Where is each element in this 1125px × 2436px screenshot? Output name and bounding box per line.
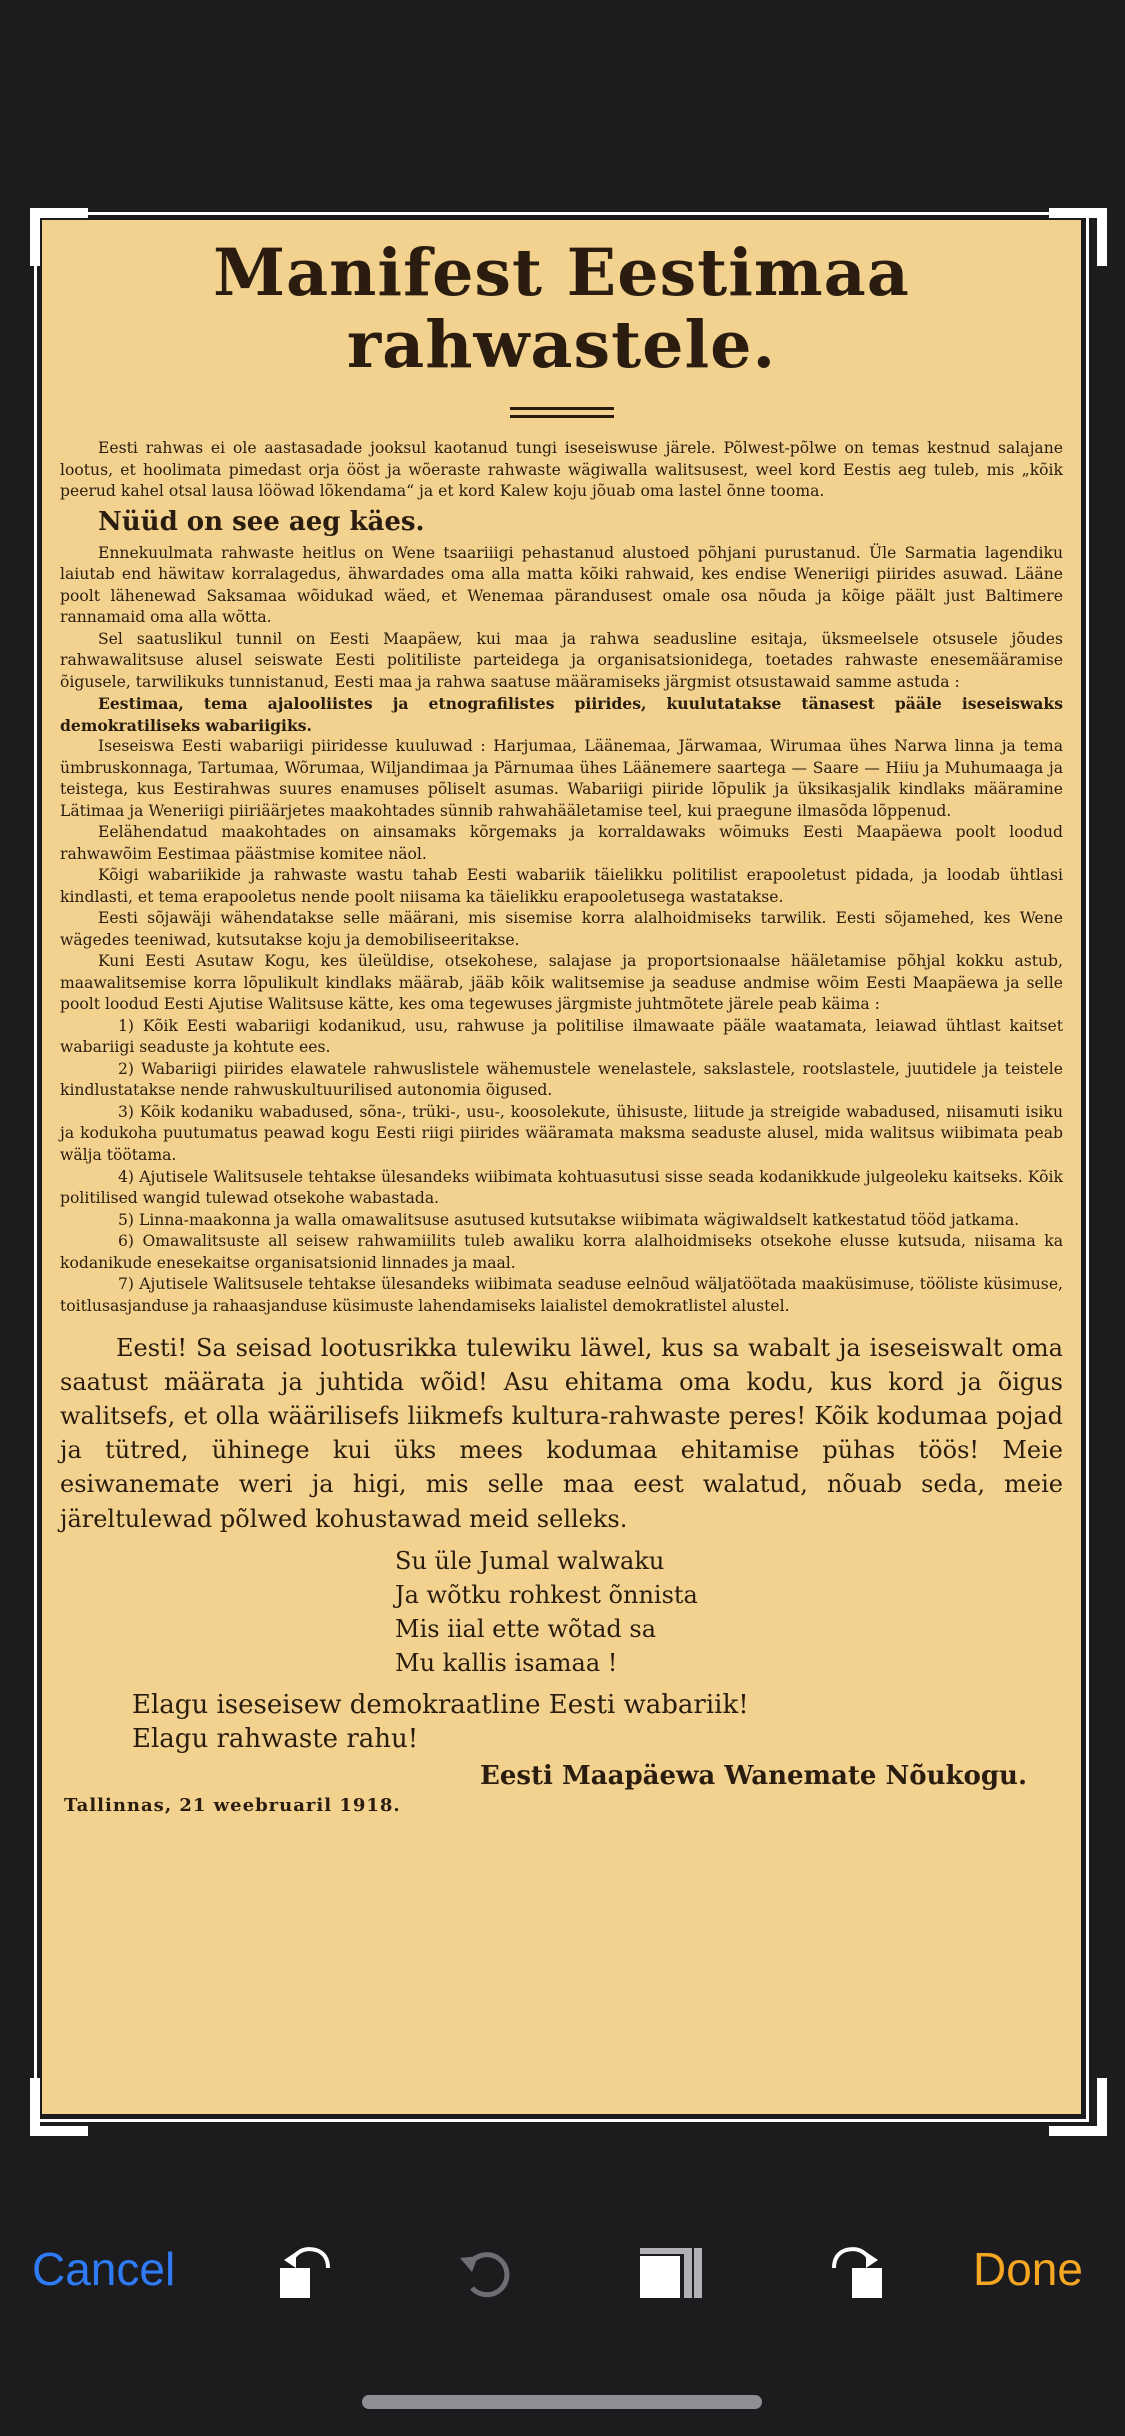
dateline: Tallinnas, 21 weebruaril 1918. — [64, 1794, 401, 1816]
paragraph-assembly: Kuni Eesti Asutaw Kogu, kes üleüldise, otsekohese, salajase ja proportsionaalse hääletamise põhjal kokku astub, maawalitsemise korra lõpulikult kindlaks määrab, jääb kõik walitsemise ja seaduse andmise wõim Eesti Maapäewa ja selle poolt loodud Eesti Ajutise Walitsuse kätte, kes oma tegewuses järgmiste juhtmõtete järele peab käima : — [60, 952, 1063, 1014]
rotate-left-icon[interactable] — [270, 2238, 340, 2308]
reset-icon[interactable] — [452, 2238, 522, 2308]
section-heading: Nüüd on see aeg käes. — [98, 506, 425, 537]
slogan-line: Elagu rahwaste rahu! — [132, 1724, 419, 1755]
document-title: Manifest Eestimaa rahwastele. — [213, 235, 910, 383]
crop-handle-bottom-right[interactable] — [1049, 2078, 1107, 2136]
list-item: 1) Kõik Eesti wabariigi kodanikud, usu, rahwuse ja politilise ilmawaate pääle waatamata, leiawad ühtlast kaitset wabariigi seaduste ja kohtute ees. — [60, 1016, 1063, 1057]
cancel-button[interactable]: Cancel — [32, 2243, 176, 2295]
slogan-line: Elagu iseseisew demokraatline Eesti wabariik! — [132, 1689, 749, 1720]
poem-line: Mis iial ette wõtad sa — [395, 1614, 657, 1643]
crop-handle-top-left[interactable] — [30, 208, 88, 266]
home-indicator — [362, 2395, 762, 2409]
list-item: 7) Ajutisele Walitsusele tehtakse ülesandeks wiibimata seaduse eelnõud wäljatöötada maaküsimuse, tööliste küsimuse, toitlusasjandusе ja rahaasjanduse küsimuste lahendamiseks laialistel demokratlistel alustel. — [60, 1275, 1063, 1315]
paragraph-borders: Iseseiswa Eesti wabariigi piiridesse kuuluwad : Harjumaa, Läänemaa, Järwamaa, Wirumaa ühes Narwa linna ja tema ümbruskonnaga, Tartumaa, Wõrumaa, Wiljandimaa ja Pärnumaa ühes Läänemere saartega — Saare — Hiiu ja Muhumaaga ja teistega, kus Eestirahwas suures enamuses põliselt asumas. Wabariigi piiride lõpulik ja üksikasjalik kindlaks määramine Lätimaa ja Weneriigi piiriäärjetes maakohtades sünnib rahwahääletamise teel, kui praegune ilmasõda lõppenud. — [60, 737, 1063, 820]
crop-frame[interactable] — [34, 212, 1089, 2122]
paragraph-3: Sel saatuslikul tunnil on Eesti Maapäew, kui maa ja rahwa seadusline esitaja, üksmeelsele otsusele jõudes rahwawalitsuse alusel seiswate Eesti politiliste parteidega ja organisatsionidega, toetades rahwaste enesemääramise õigusele, tarwilikuks tunnistanud, Eesti maa ja rahwa saatuse määramiseks järgmist otsustawaid samme astuda : — [60, 629, 1063, 691]
edit-toolbar — [0, 2200, 1125, 2340]
list-item: 5) Linna-maakonna ja walla omawalitsuse asutused kutsutakse wiibimata wägiwaldselt katkestatud tööd jatkama. — [118, 1210, 1020, 1229]
appeal-paragraph: Eesti! Sa seisad lootusrikka tulewiku läwel, kus sa wabalt ja iseseiswalt oma saatust määrata ja juhtida wõid! Asu ehitama oma kodu, kus kord ja õigus walitsefs, et olla wäärilisefs liikmefs kultura-rahwaste peres! Kõik kodumaa pojad ja tütred, ühinege kui üks mees kodumaa ehitamise pühas töös! Meie esiwanemate weri ja higi, mis selle maa eest walatud, nõuab seda, meie järeltulewad põlwed kohustawad meid selleks. — [60, 1334, 1063, 1533]
aspect-ratio-icon[interactable] — [636, 2238, 706, 2308]
crop-handle-bottom-left[interactable] — [30, 2078, 88, 2136]
list-item: 4) Ajutisele Walitsusele tehtakse ülesandeks wiibimata kohtuasutusi sisse seada kodanikkude julgeoleku kaitseks. Kõik politilised wangid tulewad otsekohe wabastada. — [60, 1167, 1063, 1208]
poem-line: Ja wõtku rohkest õnnista — [395, 1580, 698, 1609]
signature: Eesti Maapäewa Wanematе Nõukogu. — [480, 1760, 1027, 1791]
paragraph-6: Eelähendatud maakohtades on ainsamaks kõrgemaks ja korraldawaks wõimuks Eesti Maapäewa poolt loodud rahwawõim Eestimaa päästmise komitee näol. — [60, 823, 1063, 863]
crop-handle-top-right[interactable] — [1049, 208, 1107, 266]
paragraph-intro: Eesti rahwas ei ole aastasadade jooksul kaotanud tungi iseseiswuse järele. Põlwest-põlwe on temas kestnud salajane lootus, et hoolimata pimedast orja ööst ja wõeraste rahwaste wägiwalla walitsusest, weel kord Eestis aeg tuleb, mis „kõik peerud kahel otsal lausa lööwad lõkendama“ ja et kord Kalew koju jõuab oma lastel õnne tooma. — [60, 439, 1063, 501]
rotate-right-icon[interactable] — [822, 2238, 892, 2308]
list-item: 3) Kõik kodaniku wabadused, sõna-, trüki-, usu-, koosolekute, ühisuste, liitude ja streigide wabadused, niisamuti isiku ja kodukoha puutumatus peawad kogu Eesti riigi piirides wääramata maksma seaduste alusel, mida walitsus wiibimata peab wälja töötama. — [60, 1102, 1063, 1164]
paragraph-army: Eesti sõjawäji wähendatakse selle määrani, mis sisemise korra alalhoidmiseks tarwilik. Eesti sõjamehed, kes Wene wägedes teeniwad, kutsutakse koju ja demobiliseeritakse. — [60, 909, 1063, 949]
paragraph-declaration: Eestimaa, tema ajalooliistes ja etnografilistes piirides, kuulutatakse tänasest päälе iseseiswaks demokratiliseks wabariigiks. — [60, 694, 1063, 735]
list-item: 6) Omawalitsuste all seisew rahwamiilits tuleb awaliku korra alalhoidmiseks otsekohe elusse kutsuda, niisama ka kodanikude enesekaitse organisatsionid linnades ja maal. — [60, 1232, 1063, 1272]
poem-line: Su üle Jumal walwaku — [395, 1546, 665, 1575]
paragraph-neutrality: Kõigi wabariikide ja rahwaste wastu tahab Eesti wabariik täielikku politilist erapooletust pidada, ja loodab ühtlasi kindlasti, et tema erapooletus nende poolt niisama ka täielikku erapooletusega wastatakse. — [60, 866, 1063, 906]
paragraph-2: Ennekuulmata rahwaste heitlus on Wene tsaariiigi pehastanud alustoed põhjani purustanud. Üle Sarmatia lagendiku laiutab end häwitaw korralagedus, ähwardades oma alla matta kõiki rahwaid, kes endise Weneriigi piirides asuwad. Lääne poolt lähenewad Saksamaa wõidukad wäed, et Wenemaa pärandusest omale osa nõuda ja kõige päält just Baltimere rannamaid oma alla wõtta. — [60, 543, 1063, 627]
poem-line: Mu kallis isamaa ! — [395, 1648, 618, 1677]
list-item: 2) Wabariigi piirides elawatele rahwuslistele wähemustele wenelastele, sakslastele, rootslastele, juutidele ja teistele kindlustatakse nende rahwuskultuurilised autonomia õigused. — [60, 1059, 1063, 1100]
done-button[interactable]: Done — [973, 2243, 1083, 2295]
